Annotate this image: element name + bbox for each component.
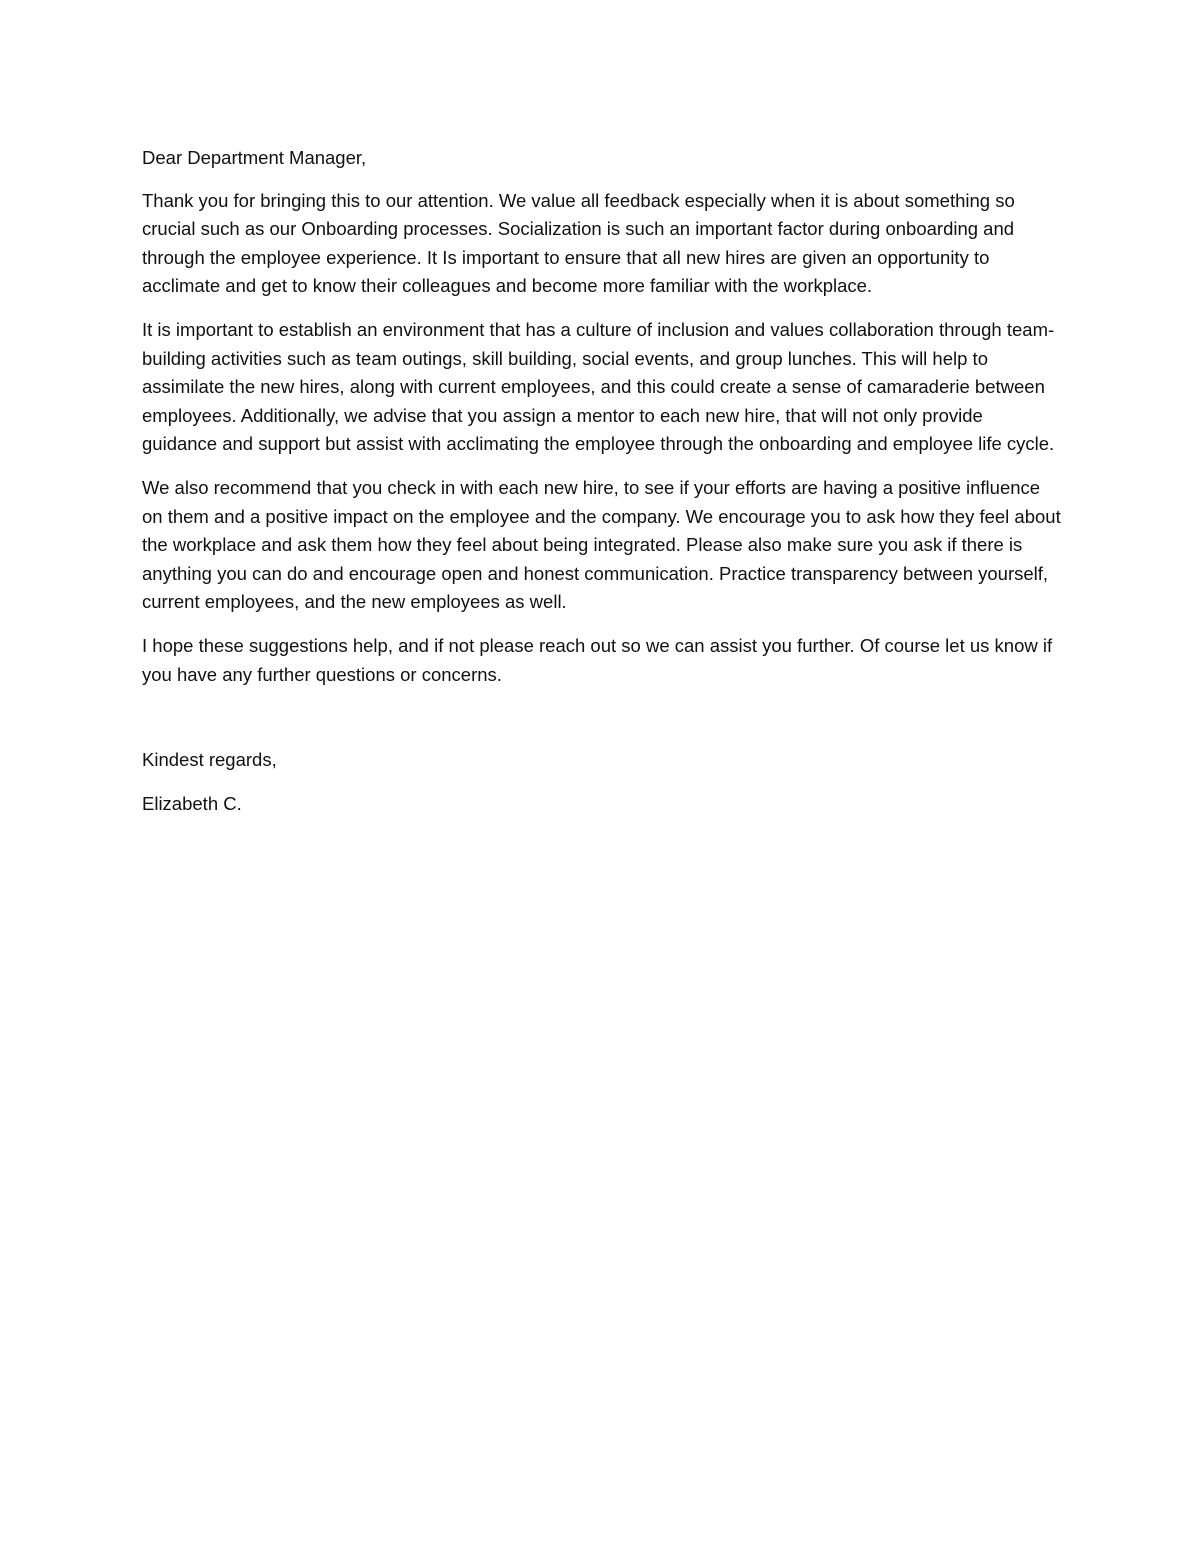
paragraph-3: We also recommend that you check in with each new hire, to see if your efforts are having a positive influence on them and a positive impact on the employee and the company. We encourage you to ask how they feel about the workplace and ask them how they feel about being integrated. Please also make sure you ask if there is anything you can do and encourage open and honest communication. Practice transparency between yourself, current employees, and the new employees as well.: [142, 476, 1061, 613]
closing: Kindest regards,: [142, 749, 277, 771]
paragraph-2: It is important to establish an environment that has a culture of inclusion and values collaboration through team-building activities such as team outings, skill building, social events, and group lunches. This will help to assimilate the new hires, along with current employees, and this could create a sense of camaraderie between employees. Additionally, we advise that you assign a mentor to each new hire, that will not only provide guidance and support but assist with acclimating the employee through the onboarding and employee life cycle.: [142, 318, 1055, 455]
salutation: Dear Department Manager,: [142, 147, 367, 168]
letter-body: [142, 144, 1062, 818]
signature: Elizabeth C.: [142, 792, 242, 814]
paragraph-4: I hope these suggestions help, and if not please reach out so we can assist you further. Of course let us know if you have any further questions or concerns.: [142, 634, 1053, 685]
paragraph-1: Thank you for bringing this to our attention. We value all feedback especially when it is about something so crucial such as our Onboarding processes. Socialization is such an important factor during onboarding and through the employee experience. It Is important to ensure that all new hires are given an opportunity to acclimate and get to know their colleagues and become more familiar with the workplace.: [142, 189, 1015, 297]
